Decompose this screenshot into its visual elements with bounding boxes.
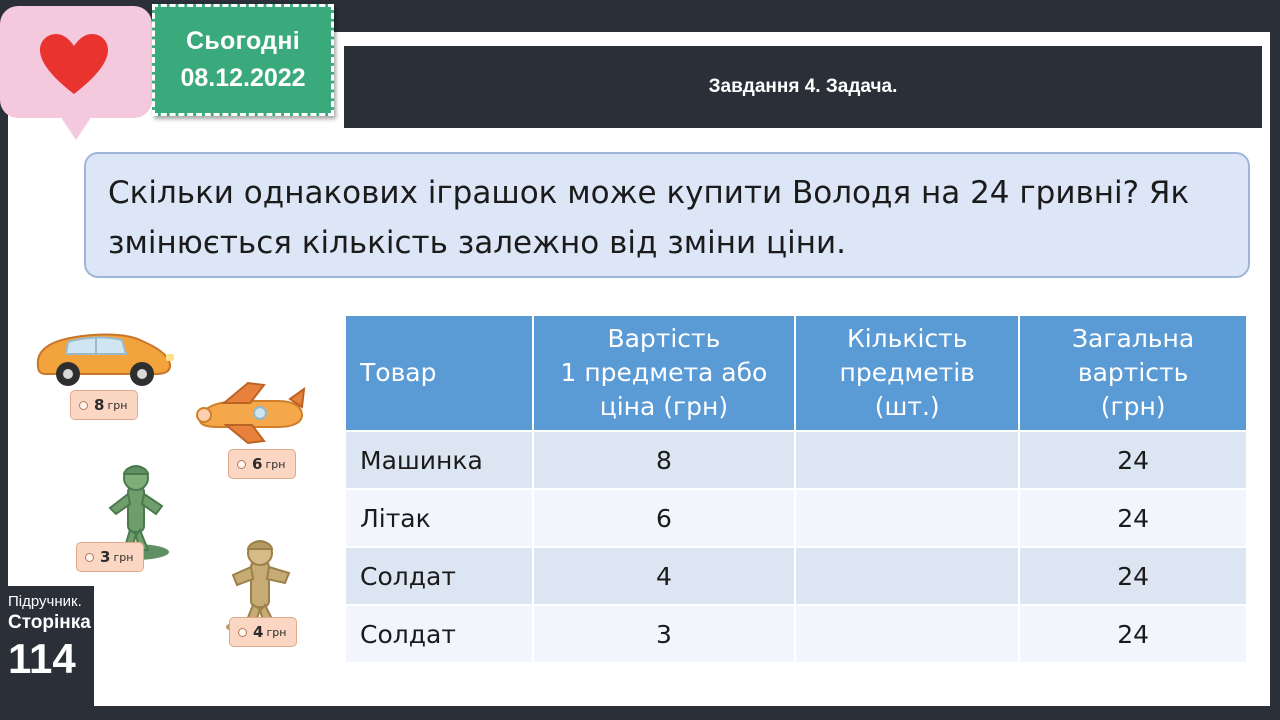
car-icon: [30, 320, 180, 390]
price-tag-amount: 4: [253, 623, 264, 641]
heart-speech-bubble: [0, 6, 152, 118]
cell-goods: Солдат: [345, 547, 533, 605]
table-row: [345, 605, 1247, 663]
table-header-price-line2: 1 предмета або: [560, 358, 768, 387]
price-tag-currency: грн: [265, 457, 286, 471]
soldier-tan-toy: [205, 535, 315, 641]
bottom-bar: [0, 706, 1280, 720]
price-tag-amount: 8: [94, 396, 105, 414]
price-tag-car: [70, 390, 138, 420]
price-tag-hole-icon: [238, 628, 247, 637]
cell-total: 24: [1019, 547, 1247, 605]
price-tag-currency: грн: [266, 625, 287, 639]
cell-price: 3: [533, 605, 796, 663]
table-header-total: [1019, 315, 1247, 431]
cell-goods: Солдат: [345, 605, 533, 663]
price-tag-hole-icon: [85, 553, 94, 562]
price-tag-amount: 6: [252, 455, 263, 473]
table-header-count-line3: (шт.): [874, 392, 940, 421]
price-tag-plane: [228, 449, 296, 479]
right-bar: [1270, 0, 1280, 720]
page-number: 114: [8, 635, 76, 682]
cell-total: 24: [1019, 489, 1247, 547]
price-tag-hole-icon: [79, 401, 88, 410]
cell-total: 24: [1019, 431, 1247, 489]
question-text: Скільки однакових іграшок може купити Володя на 24 гривні? Як змінюється кількість залежно від зміни ціни.: [108, 175, 1190, 261]
table-header-price-line3: ціна (грн): [599, 392, 729, 421]
cell-goods: Літак: [345, 489, 533, 547]
table-header-price: [533, 315, 796, 431]
question-box: [84, 152, 1250, 278]
cell-count[interactable]: [795, 547, 1019, 605]
table-header-goods-line1: Товар: [360, 358, 437, 387]
textbook-page-block: [0, 586, 94, 706]
price-table: [344, 314, 1248, 664]
table-row: [345, 431, 1247, 489]
table-header-count-line2: предметів: [839, 358, 975, 387]
table-header-count: [795, 315, 1019, 431]
heart-icon: [38, 32, 110, 96]
cell-total: 24: [1019, 605, 1247, 663]
plane-icon: [190, 375, 310, 455]
cell-price: 8: [533, 431, 796, 489]
page-title: Завдання 4. Задача.: [708, 76, 898, 97]
table-row: [345, 547, 1247, 605]
price-tag-soldier-tan: [229, 617, 297, 647]
table-header-total-line3: (грн): [1100, 392, 1166, 421]
price-tag-currency: грн: [107, 398, 128, 412]
cell-goods: Машинка: [345, 431, 533, 489]
table-header-goods: [345, 315, 533, 431]
price-tag-amount: 3: [100, 548, 111, 566]
soldier-green-toy: [80, 460, 190, 566]
date-badge: [152, 4, 334, 116]
table-header-total-line2: вартість: [1077, 358, 1189, 387]
table-header-total-line1: Загальна: [1072, 324, 1195, 353]
price-tag-hole-icon: [237, 460, 246, 469]
plane-toy: [190, 375, 310, 473]
price-tag-currency: грн: [113, 550, 134, 564]
table-header-row: [345, 315, 1247, 431]
car-toy: [30, 320, 180, 414]
cell-price: 6: [533, 489, 796, 547]
bubble-tail: [60, 116, 92, 140]
date-badge-date: 08.12.2022: [180, 64, 306, 92]
table-header-count-line1: Кількість: [846, 324, 968, 353]
table-header-price-line1: Вартість: [607, 324, 721, 353]
task-title-bar: [344, 46, 1262, 128]
date-badge-today-label: Сьогодні: [185, 27, 301, 55]
cell-price: 4: [533, 547, 796, 605]
table-row: [345, 489, 1247, 547]
cell-count[interactable]: [795, 489, 1019, 547]
textbook-label: Підручник.: [8, 593, 82, 610]
price-tag-soldier-green: [76, 542, 144, 572]
page-label: Сторінка: [8, 612, 91, 633]
cell-count[interactable]: [795, 431, 1019, 489]
cell-count[interactable]: [795, 605, 1019, 663]
